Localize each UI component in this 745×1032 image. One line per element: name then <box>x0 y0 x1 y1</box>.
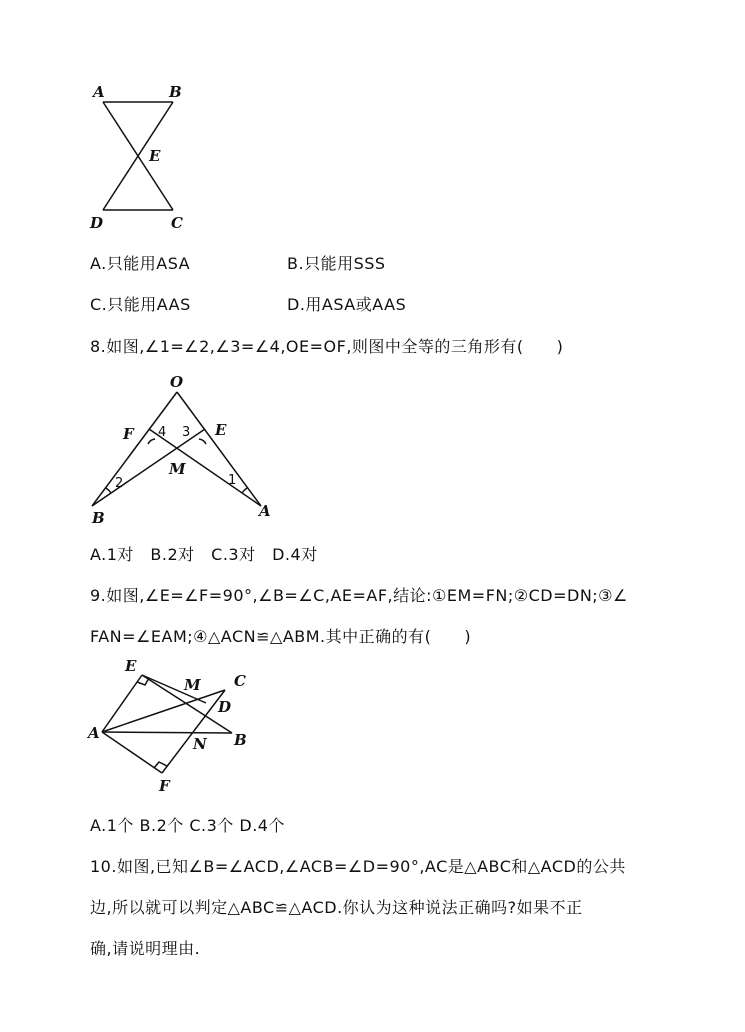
label-m: M <box>184 676 201 694</box>
q7-option-d: D.用ASA或AAS <box>287 295 407 314</box>
segment-fc <box>162 690 225 773</box>
angle-mark-3 <box>199 439 206 444</box>
segment-ob <box>92 392 177 506</box>
angle-mark-4 <box>148 439 155 444</box>
label-e: E <box>125 657 137 675</box>
label-o: O <box>170 373 184 391</box>
segment-be <box>92 429 205 506</box>
segment-oa <box>177 392 261 506</box>
angle-label-2: 2 <box>115 476 124 491</box>
angle-label-3: 3 <box>182 425 191 440</box>
label-f: F <box>159 777 170 795</box>
label-d: D <box>90 214 104 232</box>
q8-options: A.1对 B.2对 C.3对 D.4对 <box>90 545 318 564</box>
label-a: A <box>93 83 105 101</box>
label-f: F <box>123 425 134 443</box>
q8-stem: 8.如图,∠1=∠2,∠3=∠4,OE=OF,则图中全等的三角形有( ) <box>90 337 564 356</box>
label-a: A <box>259 502 271 520</box>
q9-options: A.1个 B.2个 C.3个 D.4个 <box>90 816 285 835</box>
q9-figure <box>85 650 285 800</box>
q8-figure <box>85 370 285 530</box>
label-m: M <box>169 460 186 478</box>
q9-stem-line-1: 9.如图,∠E=∠F=90°,∠B=∠C,AE=AF,结论:①EM=FN;②CD=DN;③∠ <box>90 586 628 605</box>
q10-line-3: 确,请说明理由. <box>90 939 201 958</box>
segment-af <box>102 732 162 773</box>
angle-label-1: 1 <box>228 473 237 488</box>
label-a: A <box>88 724 100 742</box>
q10-line-1: 10.如图,已知∠B=∠ACD,∠ACB=∠D=90°,AC是△ABC和△ACD的公共 <box>90 857 626 876</box>
label-e: E <box>215 421 227 439</box>
segment-af <box>149 429 261 506</box>
label-b: B <box>169 83 182 101</box>
label-c: C <box>171 214 183 232</box>
segment-ae <box>102 675 142 732</box>
q7-figure <box>85 80 205 235</box>
angle-mark-1 <box>242 488 247 493</box>
right-angle-mark-f <box>154 762 167 768</box>
angle-label-4: 4 <box>158 425 167 440</box>
q9-stem-line-2: FAN=∠EAM;④△ACN≌△ABM.其中正确的有( ) <box>90 627 472 646</box>
q7-option-b: B.只能用SSS <box>287 254 386 273</box>
label-c: C <box>234 672 246 690</box>
label-e: E <box>149 147 161 165</box>
label-b: B <box>92 509 105 527</box>
label-n: N <box>193 735 207 753</box>
angle-mark-2 <box>106 488 111 493</box>
q10-line-2: 边,所以就可以判定△ABC≌△ACD.你认为这种说法正确吗?如果不正 <box>90 898 583 917</box>
label-d: D <box>218 698 232 716</box>
label-b: B <box>234 731 247 749</box>
q7-option-a: A.只能用ASA <box>90 254 191 273</box>
q7-option-c: C.只能用AAS <box>90 295 191 314</box>
segment-ac <box>102 690 225 732</box>
segment-ab <box>102 732 232 733</box>
